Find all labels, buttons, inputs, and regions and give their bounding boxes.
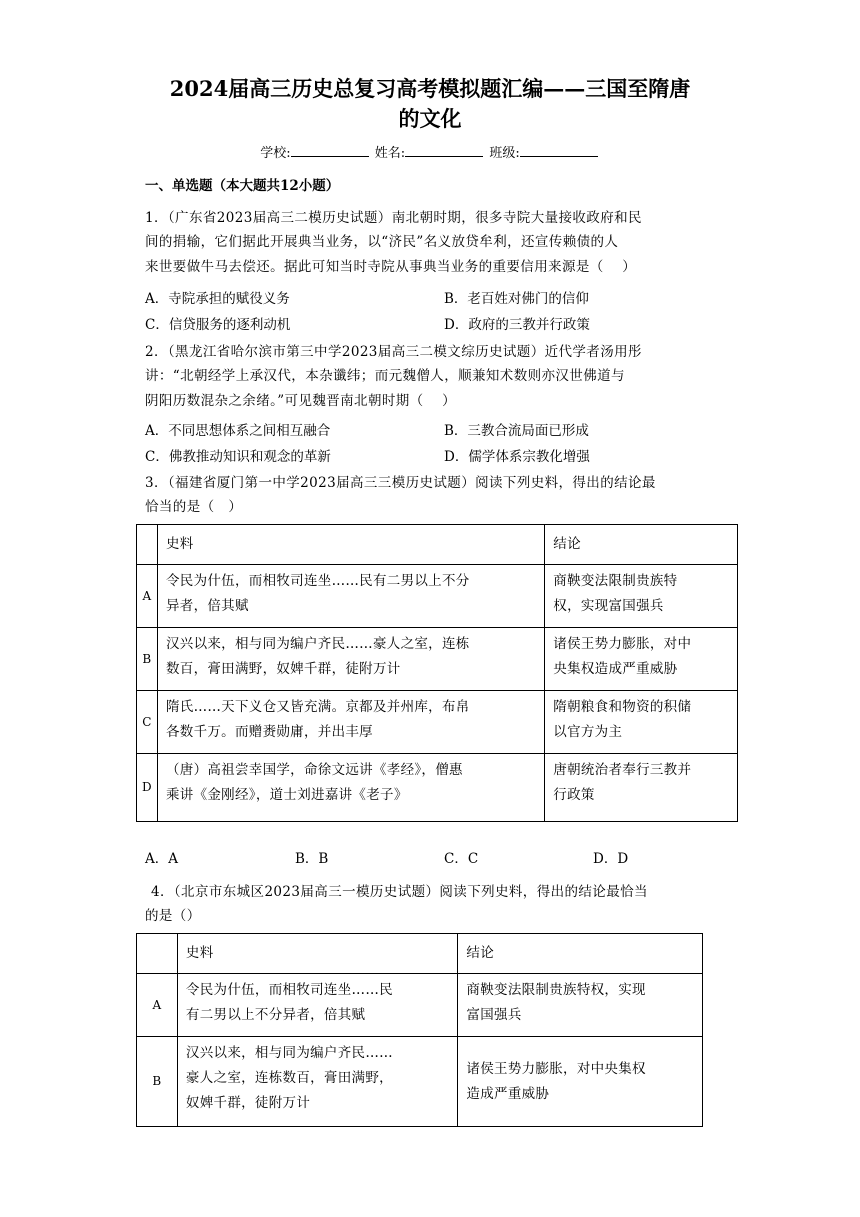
row-conclusion [545, 691, 738, 754]
class-blank[interactable] [520, 144, 598, 157]
source-line: 隋氏……天下义仓又皆充满。京都及并州库，布帛 [165, 699, 470, 715]
table-row [137, 974, 703, 1037]
conclusion-line: 唐朝统治者奉行三教并 [553, 762, 692, 778]
page-title-line-2: 的文化 [398, 106, 462, 131]
table-header-source: 史料 [157, 525, 544, 565]
name-label: 姓名: [374, 146, 406, 161]
question-4-line: 4．（北京市东城区2023届高三一模历史试题）阅读下列史料，得出的结论最恰当 [151, 884, 648, 900]
question-3-option-a[interactable]: A．A [145, 851, 178, 867]
conclusion-line: 隋朝粮食和物资的积储 [553, 699, 692, 715]
table-row [137, 754, 738, 822]
question-1-line: 间的捐输，它们据此开展典当业务，以“济民”名义放贷牟利，还宣传赖债的人 [145, 234, 619, 251]
question-2-line: 2．（黑龙江省哈尔滨市第三中学2023届高三二模文综历史试题）近代学者汤用彤 [145, 344, 642, 360]
question-2-line: 阴阳历数混杂之余绪。”可见魏晋南北朝时期（ ） [145, 392, 457, 409]
question-3-option-d[interactable]: D．D [593, 851, 629, 867]
row-conclusion [458, 974, 703, 1037]
table-header-row [137, 525, 738, 565]
student-info-line [0, 144, 860, 163]
question-1-option-d[interactable]: D．政府的三教并行政策 [444, 317, 590, 333]
row-label: B [137, 1037, 178, 1127]
source-line: 汉兴以来，相与同为编户齐民…… [185, 1045, 393, 1061]
page-title-line-1: 2024届高三历史总复习高考模拟题汇编——三国至隋唐 [169, 76, 691, 101]
conclusion-line: 以官方为主 [553, 724, 623, 740]
source-line: 令民为什伍，而相牧司连坐……民 [185, 982, 393, 998]
question-3-stem [145, 471, 735, 520]
source-line: 有二男以上不分异者，倍其赋 [185, 1007, 366, 1023]
question-4-stem [145, 880, 741, 929]
question-2-option-d[interactable]: D．儒学体系宗教化增强 [444, 449, 590, 465]
row-conclusion [458, 1037, 703, 1127]
conclusion-line: 商鞅变法限制贵族特权，实现 [466, 982, 646, 998]
source-line: 乘讲《金刚经》，道士刘进嘉讲《老子》 [165, 787, 408, 803]
question-1-line: 来世要做牛马去偿还。据此可知当时寺院从事典当业务的重要信用来源是（ ） [145, 258, 637, 275]
row-source [157, 565, 544, 628]
question-3-line: 恰当的是（ ） [145, 499, 243, 516]
name-blank[interactable] [405, 144, 483, 157]
row-label: B [137, 628, 158, 691]
question-2-option-a[interactable]: A．不同思想体系之间相互融合 [145, 423, 331, 439]
question-2-stem [145, 340, 735, 413]
question-4-table [136, 933, 703, 1127]
school-blank[interactable] [291, 144, 369, 157]
school-label: 学校: [260, 146, 291, 161]
table-header-blank [137, 525, 158, 565]
table-header-row [137, 934, 703, 974]
question-2-option-c[interactable]: C．佛教推动知识和观念的革新 [145, 449, 331, 465]
section-heading: 一、单选题（本大题共12小题） [145, 178, 340, 194]
source-line: 令民为什伍，而相牧司连坐……民有二男以上不分 [165, 573, 470, 589]
conclusion-line: 诸侯王势力膨胀，对中 [553, 636, 692, 652]
question-1-stem [145, 206, 735, 279]
source-line: 汉兴以来，相与同为编户齐民……豪人之室，连栋 [165, 636, 470, 652]
row-conclusion [545, 565, 738, 628]
conclusion-line: 央集权造成严重威胁 [553, 661, 678, 677]
conclusion-line: 商鞅变法限制贵族特 [553, 573, 678, 589]
row-label: A [137, 974, 178, 1037]
table-row [137, 565, 738, 628]
question-1-option-c[interactable]: C．信贷服务的逐利动机 [145, 317, 291, 333]
source-line: 奴婢千群，徒附万计 [185, 1095, 311, 1111]
table-row [137, 691, 738, 754]
question-2-option-b[interactable]: B．三教合流局面已形成 [444, 423, 589, 439]
row-label: A [137, 565, 158, 628]
conclusion-line: 诸侯王势力膨胀，对中央集权 [466, 1060, 646, 1077]
question-2-line: 讲：“北朝经学上承汉代，本杂谶纬；而元魏僧人，顺兼知术数则亦汉世佛道与 [145, 368, 625, 385]
question-4-line: 的是（） [145, 908, 201, 925]
row-source [177, 1037, 458, 1127]
row-conclusion [545, 754, 738, 822]
row-source [157, 628, 544, 691]
table-row [137, 1037, 703, 1127]
row-source [177, 974, 458, 1037]
table-header-conclusion: 结论 [545, 525, 738, 565]
source-line: 各数千万。而赠赉勋庸，并出丰厚 [165, 724, 373, 740]
source-line: 豪人之室，连栋数百，膏田满野， [185, 1070, 393, 1086]
conclusion-line: 行政策 [553, 787, 595, 803]
table-header-blank [137, 934, 178, 974]
row-label: C [137, 691, 158, 754]
question-1-option-a[interactable]: A．寺院承担的赋役义务 [145, 291, 290, 307]
row-source [157, 754, 544, 822]
class-label: 班级: [489, 146, 520, 161]
conclusion-line: 富国强兵 [466, 1007, 522, 1023]
question-3-option-c[interactable]: C．C [444, 851, 479, 867]
conclusion-line: 权，实现富国强兵 [553, 598, 664, 614]
source-line: 数百，膏田满野，奴婢千群，徒附万计 [165, 661, 401, 677]
table-header-source: 史料 [177, 934, 458, 974]
question-3-line: 3．（福建省厦门第一中学2023届高三三模历史试题）阅读下列史料，得出的结论最 [145, 475, 656, 491]
row-conclusion [545, 628, 738, 691]
row-source [157, 691, 544, 754]
question-3-table [136, 524, 738, 822]
table-row [137, 628, 738, 691]
source-line: 异者，倍其赋 [165, 598, 249, 614]
question-1-line: 1．（广东省2023届高三二模历史试题）南北朝时期，很多寺院大量接收政府和民 [145, 210, 642, 226]
row-label: D [137, 754, 158, 822]
question-3-option-b[interactable]: B．B [295, 851, 329, 867]
table-header-conclusion: 结论 [458, 934, 703, 974]
source-line: （唐）高祖尝幸国学，命徐文远讲《孝经》，僧惠 [165, 762, 463, 778]
conclusion-line: 造成严重威胁 [466, 1085, 550, 1102]
question-1-option-b[interactable]: B．老百姓对佛门的信仰 [444, 291, 589, 307]
